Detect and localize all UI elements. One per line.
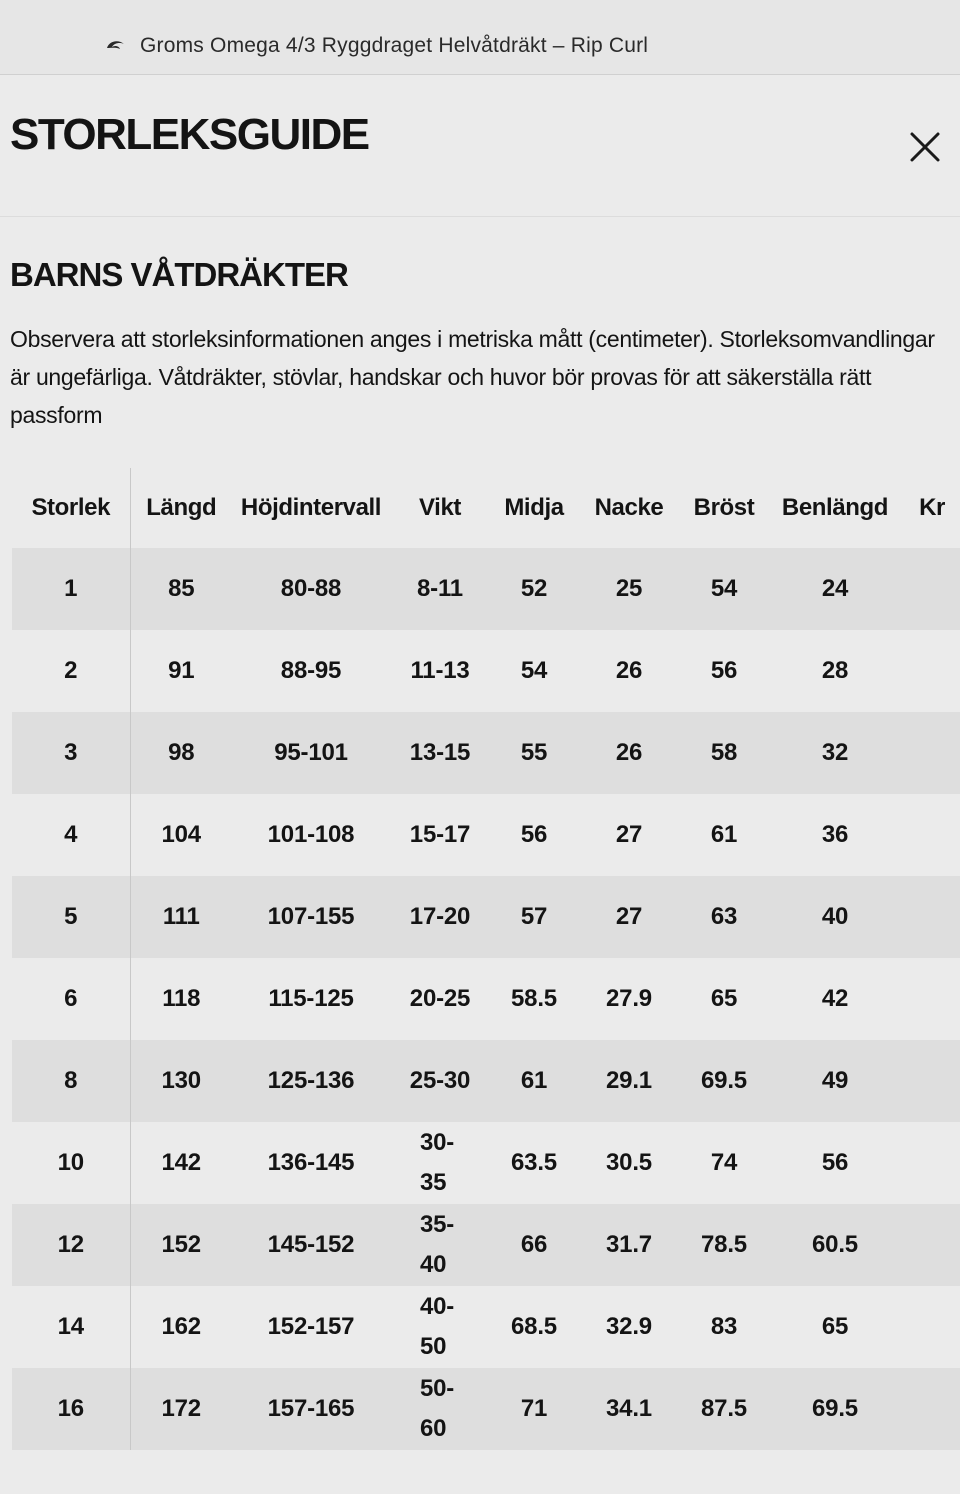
column-header-nacke: Nacke [594,494,664,521]
table-cell-benlangd: 40 [768,876,902,958]
table-cell-benlangd: 42 [768,958,902,1040]
weight-range-value: 20-25 [409,985,471,1012]
table-cell-langd: 98 [130,712,232,794]
table-cell-vikt [390,1122,490,1204]
weight-range-value: 25-30 [409,1067,471,1094]
table-cell-storlek: 1 [12,548,130,630]
table-cell-hojdintervall: 88-95 [232,630,390,712]
table-row [12,1040,960,1122]
column-header-vikt: Vikt [419,494,461,521]
table-cell-vikt [390,1368,490,1450]
rip-curl-logo-icon [104,37,128,53]
table-cell-vikt [390,548,490,630]
table-cell-storlek: 2 [12,630,130,712]
table-cell-benlangd: 24 [768,548,902,630]
table-cell-nacke: 29.1 [578,1040,680,1122]
table-cell-hojdintervall: 157-165 [232,1368,390,1450]
table-cell-storlek: 6 [12,958,130,1040]
table-cell-hojdintervall: 101-108 [232,794,390,876]
close-icon [900,122,950,172]
table-cell-langd: 91 [130,630,232,712]
table-cell-nacke: 30.5 [578,1122,680,1204]
table-cell-brost: 83 [680,1286,768,1368]
table-header-row [12,468,960,548]
table-cell-brost: 61 [680,794,768,876]
table-cell-nacke: 27 [578,794,680,876]
table-cell-storlek: 12 [12,1204,130,1286]
weight-range-value: 17-20 [409,903,471,930]
table-cell-nacke: 27 [578,876,680,958]
column-header-brost: Bröst [693,494,755,521]
table-cell-storlek: 10 [12,1122,130,1204]
table-body [12,548,960,1450]
weight-range-value: 8-11 [417,575,463,602]
table-row [12,876,960,958]
weight-range-value: 35- 40 [420,1211,455,1278]
weight-range-value: 15-17 [409,821,471,848]
table-cell-kr [902,1204,960,1286]
table-cell-midja: 57 [490,876,578,958]
table-cell-langd: 172 [130,1368,232,1450]
table-cell-midja: 66 [490,1204,578,1286]
section-title: BARNS VÅTDRÄKTER [10,256,348,293]
table-cell-vikt [390,958,490,1040]
table-cell-langd: 118 [130,958,232,1040]
table-cell-kr [902,876,960,958]
table-cell-vikt [390,1040,490,1122]
column-header-midja: Midja [504,494,564,521]
table-row [12,1368,960,1450]
column-header-hojdintervall: Höjdintervall [240,494,382,521]
table-cell-langd: 104 [130,794,232,876]
table-cell-hojdintervall: 80-88 [232,548,390,630]
table-cell-midja: 56 [490,794,578,876]
table-cell-brost: 65 [680,958,768,1040]
table-cell-langd: 162 [130,1286,232,1368]
table-cell-benlangd: 36 [768,794,902,876]
table-cell-kr [902,794,960,876]
weight-range-value: 40- 50 [420,1293,455,1360]
table-cell-brost: 63 [680,876,768,958]
table-cell-kr [902,548,960,630]
table-cell-hojdintervall: 152-157 [232,1286,390,1368]
table-cell-storlek: 3 [12,712,130,794]
size-table [12,468,960,1450]
table-cell-nacke: 27.9 [578,958,680,1040]
column-header-benlangd: Benlängd [781,494,889,521]
table-cell-langd: 142 [130,1122,232,1204]
table-cell-kr [902,1122,960,1204]
table-cell-nacke: 26 [578,712,680,794]
table-cell-nacke: 32.9 [578,1286,680,1368]
table-row [12,794,960,876]
table-cell-midja: 54 [490,630,578,712]
table-cell-brost: 54 [680,548,768,630]
table-cell-brost: 78.5 [680,1204,768,1286]
table-cell-midja: 71 [490,1368,578,1450]
browser-tab-title[interactable]: Groms Omega 4/3 Ryggdraget Helvåtdräkt – Rip Curl [140,34,649,57]
table-cell-midja: 52 [490,548,578,630]
table-cell-kr [902,1368,960,1450]
table-cell-brost: 58 [680,712,768,794]
table-row [12,548,960,630]
table-row [12,958,960,1040]
table-cell-vikt [390,794,490,876]
table-cell-hojdintervall: 107-155 [232,876,390,958]
table-row [12,712,960,794]
close-button[interactable] [900,122,950,172]
table-cell-hojdintervall: 115-125 [232,958,390,1040]
table-cell-vikt [390,1204,490,1286]
table-cell-kr [902,1040,960,1122]
table-cell-nacke: 25 [578,548,680,630]
table-cell-midja: 68.5 [490,1286,578,1368]
weight-range-value: 30- 35 [420,1129,455,1196]
weight-range-value: 50- 60 [420,1375,455,1442]
table-cell-nacke: 26 [578,630,680,712]
table-cell-benlangd: 65 [768,1286,902,1368]
table-cell-langd: 111 [130,876,232,958]
table-cell-nacke: 34.1 [578,1368,680,1450]
table-cell-midja: 61 [490,1040,578,1122]
table-cell-midja: 63.5 [490,1122,578,1204]
table-cell-brost: 87.5 [680,1368,768,1450]
table-cell-vikt [390,712,490,794]
column-header-kr: Kr [919,494,945,521]
table-cell-storlek: 8 [12,1040,130,1122]
table-row [12,630,960,712]
table-cell-benlangd: 69.5 [768,1368,902,1450]
table-cell-langd: 85 [130,548,232,630]
table-cell-vikt [390,630,490,712]
header-divider [0,216,960,217]
table-cell-storlek: 4 [12,794,130,876]
weight-range-value: 13-15 [409,739,471,766]
table-cell-brost: 56 [680,630,768,712]
table-cell-hojdintervall: 95-101 [232,712,390,794]
table-cell-brost: 74 [680,1122,768,1204]
table-cell-benlangd: 32 [768,712,902,794]
table-cell-kr [902,630,960,712]
table-cell-hojdintervall: 136-145 [232,1122,390,1204]
table-cell-hojdintervall: 125-136 [232,1040,390,1122]
table-cell-langd: 130 [130,1040,232,1122]
size-info-description: Observera att storleksinformationen anges i metriska mått (centimeter). Storleksomvandlingar är ungefärliga. Våtdräkter, stövlar, handskar och huvor bör provas för att säkerställa rätt passform [10,326,935,428]
weight-range-value: 11-13 [410,657,470,684]
table-cell-kr [902,712,960,794]
table-cell-nacke: 31.7 [578,1204,680,1286]
table-cell-midja: 55 [490,712,578,794]
table-cell-vikt [390,1286,490,1368]
size-table-container[interactable] [12,468,960,1494]
browser-tab-bar [0,0,960,75]
table-cell-hojdintervall: 145-152 [232,1204,390,1286]
table-cell-langd: 152 [130,1204,232,1286]
table-cell-storlek: 5 [12,876,130,958]
table-row [12,1204,960,1286]
table-cell-kr [902,1286,960,1368]
column-header-langd: Längd [146,494,217,521]
modal-title: STORLEKSGUIDE [10,110,369,159]
table-cell-benlangd: 56 [768,1122,902,1204]
table-row [12,1286,960,1368]
column-header-storlek: Storlek [12,468,130,548]
table-cell-midja: 58.5 [490,958,578,1040]
table-cell-benlangd: 28 [768,630,902,712]
table-cell-brost: 69.5 [680,1040,768,1122]
table-row [12,1122,960,1204]
table-cell-benlangd: 49 [768,1040,902,1122]
table-cell-kr [902,958,960,1040]
table-cell-storlek: 14 [12,1286,130,1368]
table-cell-storlek: 16 [12,1368,130,1450]
table-cell-benlangd: 60.5 [768,1204,902,1286]
table-cell-vikt [390,876,490,958]
